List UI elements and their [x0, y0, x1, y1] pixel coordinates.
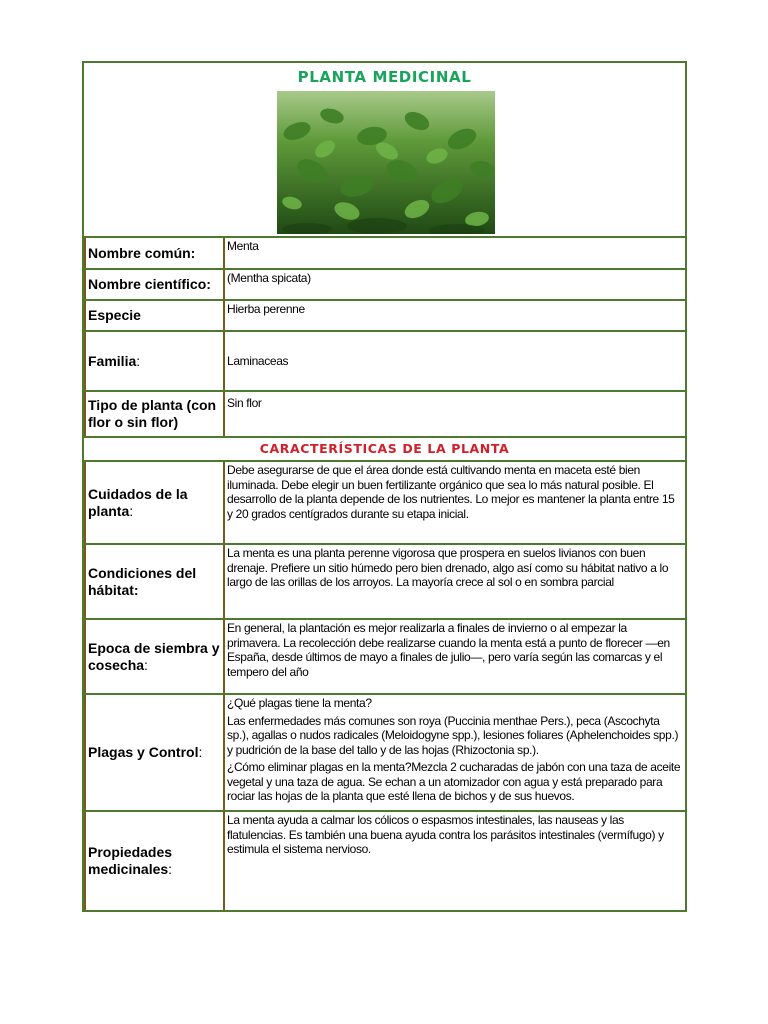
detail-row-care [84, 462, 685, 543]
plant-sheet [82, 61, 687, 912]
mint-plant-photo [277, 91, 495, 234]
paragraph: La menta es una planta perenne vigorosa que prospera en suelos livianos con buen drenaje. Prefiere un sitio húmedo pero bien drenado, algo así como su hábitat nativo a lo largo de las orillas de los arroyos. La mayoría crece al sol o en sombra parcial [227, 546, 669, 589]
row-label: Tipo de planta (con flor o sin flor) [84, 392, 225, 436]
row-value [225, 545, 685, 618]
row-label: Plagas y Control: [84, 695, 225, 810]
row-value: Hierba perenne [227, 302, 305, 316]
row-label: Epoca de siembra y cosecha: [84, 620, 225, 693]
row-value: Sin flor [227, 396, 262, 410]
info-row-common-name [84, 238, 685, 268]
paragraph: La menta ayuda a calmar los cólicos o espasmos intestinales, las nauseas y las flatulencias. Es también una buena ayuda contra los parásitos intestinales (vermífugo) y estimula el sistema nervioso. [227, 813, 664, 856]
paragraph: En general, la plantación es mejor realizarla a finales de invierno o al empezar la primavera. La recolección debe realizarse cuando la menta está a punto de florecer —en España, desde últimos de mayo a finales de julio—, pero varía según las comarcas y el tempero del año [227, 621, 670, 679]
info-row-scientific-name [84, 270, 685, 299]
row-value: (Mentha spicata) [227, 271, 311, 285]
detail-row-habitat [84, 545, 685, 618]
mint-leaves-image [277, 91, 495, 234]
row-label: Nombre científico: [84, 270, 225, 299]
row-label: Condiciones del hábitat: [84, 545, 225, 618]
row-value: Laminaceas [227, 353, 289, 368]
row-value [225, 620, 685, 693]
row-value [225, 812, 685, 910]
paragraph: ¿Qué plagas tiene la menta? [227, 696, 372, 710]
paragraph: Debe asegurarse de que el área donde está cultivando menta en maceta esté bien iluminada. Debe elegir un buen fertilizante orgánico que sea lo más natural posible. El desarrollo de la planta depende de los nutrientes. Lo mejor es mantener la planta entre 15 y 20 grados centígrados durante su etapa inicial. [227, 463, 675, 521]
row-label: Familia: [84, 332, 225, 390]
paragraph: ¿Cómo eliminar plagas en la menta?Mezcla 2 cucharadas de jabón con una taza de aceite vegetal y una taza de agua. Se echan a un atomizador con agua y está preparado para rociar las hojas de la planta que esté llena de bichos y de sus huevos. [227, 760, 681, 803]
detail-row-sowing [84, 620, 685, 693]
info-row-plant-type [84, 392, 685, 436]
row-label: Propiedades medicinales: [84, 812, 225, 910]
info-row-family [84, 332, 685, 390]
row-label: Cuidados de la planta: [84, 462, 225, 543]
page-title: PLANTA MEDICINAL [297, 68, 472, 86]
row-label: Nombre común: [84, 238, 225, 268]
row-value [225, 695, 685, 810]
row-value [225, 462, 685, 543]
divider [84, 436, 685, 438]
detail-row-medicinal [84, 812, 685, 910]
info-row-species [84, 301, 685, 330]
row-value: Menta [227, 239, 259, 253]
paragraph: Las enfermedades más comunes son roya (Puccinia menthae Pers.), peca (Ascochyta sp.), agallas o nudos radicales (Meloidogyne spp.), lesiones foliares (Aphelenchoides spp.) y pudrición de la base del tallo y de las hojas (Rhizoctonia sp.). [227, 713, 679, 757]
section-title: CARACTERÍSTICAS DE LA PLANTA [259, 441, 510, 456]
detail-row-pests [84, 695, 685, 810]
row-label: Especie [84, 301, 225, 330]
